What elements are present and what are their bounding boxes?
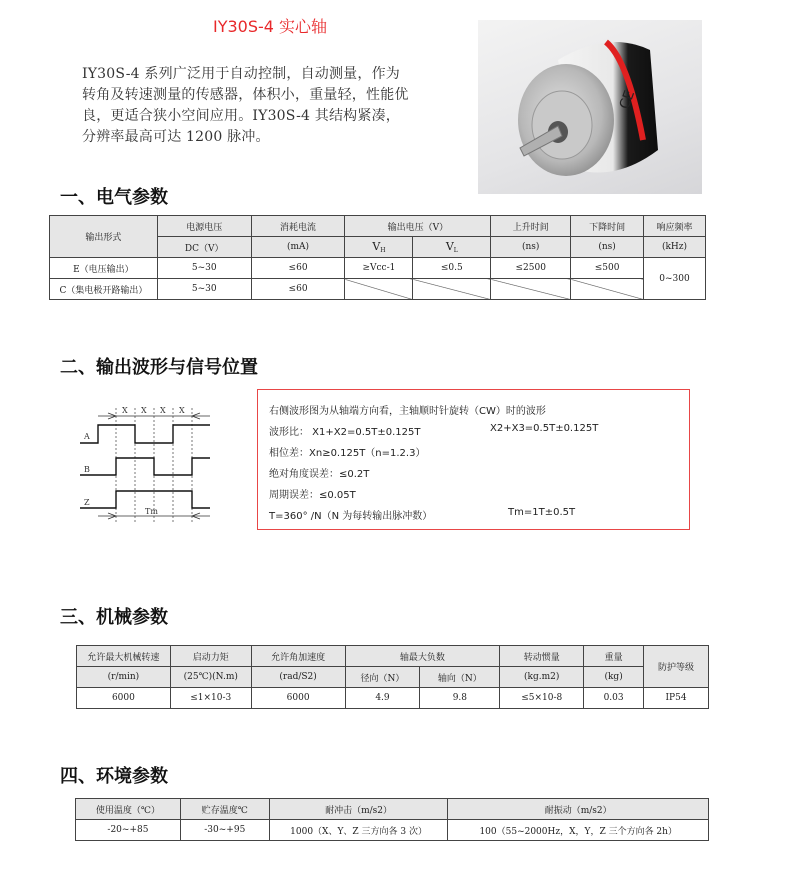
note-direction: 右侧波形图为从轴端方向看，主轴顺时针旋转（CW）时的波形	[269, 406, 546, 417]
header-axial: 轴向（N）	[420, 667, 500, 688]
cell-current: ≤60	[251, 279, 345, 300]
header-angular-accel: 允许角加速度	[251, 646, 345, 667]
header-supply-voltage: 电源电压	[157, 216, 251, 237]
cell-voltage: 5~30	[157, 279, 251, 300]
header-weight-unit: (kg)	[584, 667, 644, 688]
cell-radial: 4.9	[345, 688, 420, 709]
x-label: X	[160, 406, 166, 415]
cell-current: ≤60	[251, 258, 345, 279]
header-op-temp: 使用温度（℃）	[76, 799, 181, 820]
cell-torque: ≤1×10-3	[170, 688, 251, 709]
encoder-image	[478, 20, 702, 194]
header-current-unit: (mA)	[251, 237, 345, 258]
tm-label: Tm	[145, 507, 158, 516]
header-inertia-unit: (kg.m2)	[500, 667, 584, 688]
header-start-torque-unit: (25℃)(N.m)	[170, 667, 251, 688]
channel-z-wave	[80, 491, 210, 508]
note-period-error: 周期误差：≤0.05T	[269, 490, 356, 501]
cell-freq: 0~300	[644, 258, 706, 300]
header-weight: 重量	[584, 646, 644, 667]
note-ratio-2: X2+X3=0.5T±0.125T	[490, 423, 599, 434]
cell-empty-diagonal	[345, 279, 413, 300]
product-title: IY30S-4 实心轴	[212, 17, 328, 36]
cell-vibration: 100（55~2000Hz，X，Y，Z 三个方向各 2h）	[448, 820, 709, 841]
header-storage-temp: 贮存温度℃	[180, 799, 269, 820]
note-ratio-1: 波形比： X1+X2=0.5T±0.125T	[269, 427, 421, 438]
header-vibration: 耐振动（m/s2）	[448, 799, 709, 820]
channel-a-label: A	[84, 432, 90, 441]
header-max-speed: 允许最大机械转速	[77, 646, 171, 667]
ce-mark: CE	[616, 88, 639, 112]
waveform-notes-box	[257, 389, 690, 530]
header-output-type: 输出形式	[50, 216, 158, 258]
vl-subscript: L	[453, 247, 458, 254]
cell-empty-diagonal	[571, 279, 644, 300]
header-radial: 径向（N）	[345, 667, 420, 688]
table-row	[76, 820, 709, 841]
note-angle-error: 绝对角度误差：≤0.2T	[269, 469, 370, 480]
channel-b-label: B	[84, 465, 90, 474]
section-title-electrical: 一、电气参数	[60, 187, 168, 208]
table-row	[50, 258, 706, 279]
cell-accel: 6000	[251, 688, 345, 709]
vh-subscript: H	[380, 247, 386, 254]
x-label: X	[179, 406, 185, 415]
waveform-diagram	[70, 393, 230, 528]
table-row	[50, 279, 706, 300]
cell-voltage: 5~30	[157, 258, 251, 279]
environment-table	[75, 798, 709, 841]
header-protection: 防护等级	[644, 646, 709, 688]
header-response-freq: 响应频率	[644, 216, 706, 237]
cell-vl: ≤0.5	[413, 258, 491, 279]
header-start-torque: 启动力矩	[170, 646, 251, 667]
cell-speed: 6000	[77, 688, 171, 709]
cell-inertia: ≤5×10-8	[500, 688, 584, 709]
cell-type: C（集电极开路输出）	[50, 279, 158, 300]
header-angular-accel-unit: (rad/S2)	[251, 667, 345, 688]
header-fall-time: 下降时间	[571, 216, 644, 237]
cell-fall: ≤500	[571, 258, 644, 279]
header-output-voltage: 输出电压（V）	[345, 216, 491, 237]
header-vl	[413, 237, 491, 258]
cell-shock: 1000（X、Y、Z 三方向各 3 次）	[269, 820, 448, 841]
vl-label: V	[445, 240, 454, 253]
header-response-freq-unit: (kHz)	[644, 237, 706, 258]
header-shock: 耐冲击（m/s2）	[269, 799, 448, 820]
table-row	[77, 688, 709, 709]
header-rise-time: 上升时间	[491, 216, 571, 237]
cell-rise: ≤2500	[491, 258, 571, 279]
channel-b-wave	[80, 458, 210, 475]
channel-a-wave	[80, 425, 210, 443]
channel-z-label: Z	[84, 498, 90, 507]
mechanical-table	[76, 645, 709, 709]
note-period-def: T=360° /N（N 为每转输出脉冲数）	[269, 511, 433, 522]
cell-empty-diagonal	[491, 279, 571, 300]
electrical-table	[49, 215, 706, 300]
header-max-speed-unit: (r/min)	[77, 667, 171, 688]
note-phase: 相位差：Xn≥0.125T（n=1.2.3）	[269, 448, 426, 459]
product-intro: IY30S-4 系列广泛用于自动控制，自动测量，作为转角及转速测量的传感器，体积小，重量轻，性能优良，更适合狭小空间应用。IY30S-4 其结构紧凑，分辨率最高可达 1200 脉冲。	[82, 66, 409, 145]
cell-type: E（电压输出）	[50, 258, 158, 279]
product-photo	[478, 20, 702, 194]
cell-protection: IP54	[644, 688, 709, 709]
x-label: X	[122, 406, 128, 415]
header-vh	[345, 237, 413, 258]
cell-storage-temp: -30~+95	[180, 820, 269, 841]
header-supply-voltage-unit: DC（V）	[157, 237, 251, 258]
header-current: 消耗电流	[251, 216, 345, 237]
section-title-mechanical: 三、机械参数	[60, 607, 168, 628]
cell-weight: 0.03	[584, 688, 644, 709]
section-title-environment: 四、环境参数	[60, 766, 168, 787]
cell-op-temp: -20~+85	[76, 820, 181, 841]
header-fall-time-unit: (ns)	[571, 237, 644, 258]
header-rise-time-unit: (ns)	[491, 237, 571, 258]
cell-axial: 9.8	[420, 688, 500, 709]
cell-empty-diagonal	[413, 279, 491, 300]
cell-vh: ≥Vcc-1	[345, 258, 413, 279]
vh-label: V	[372, 240, 381, 253]
header-shaft-load: 轴最大负数	[345, 646, 500, 667]
x-label: X	[141, 406, 147, 415]
note-tm: Tm=1T±0.5T	[508, 507, 576, 518]
section-title-waveform: 二、输出波形与信号位置	[60, 357, 258, 378]
header-inertia: 转动惯量	[500, 646, 584, 667]
